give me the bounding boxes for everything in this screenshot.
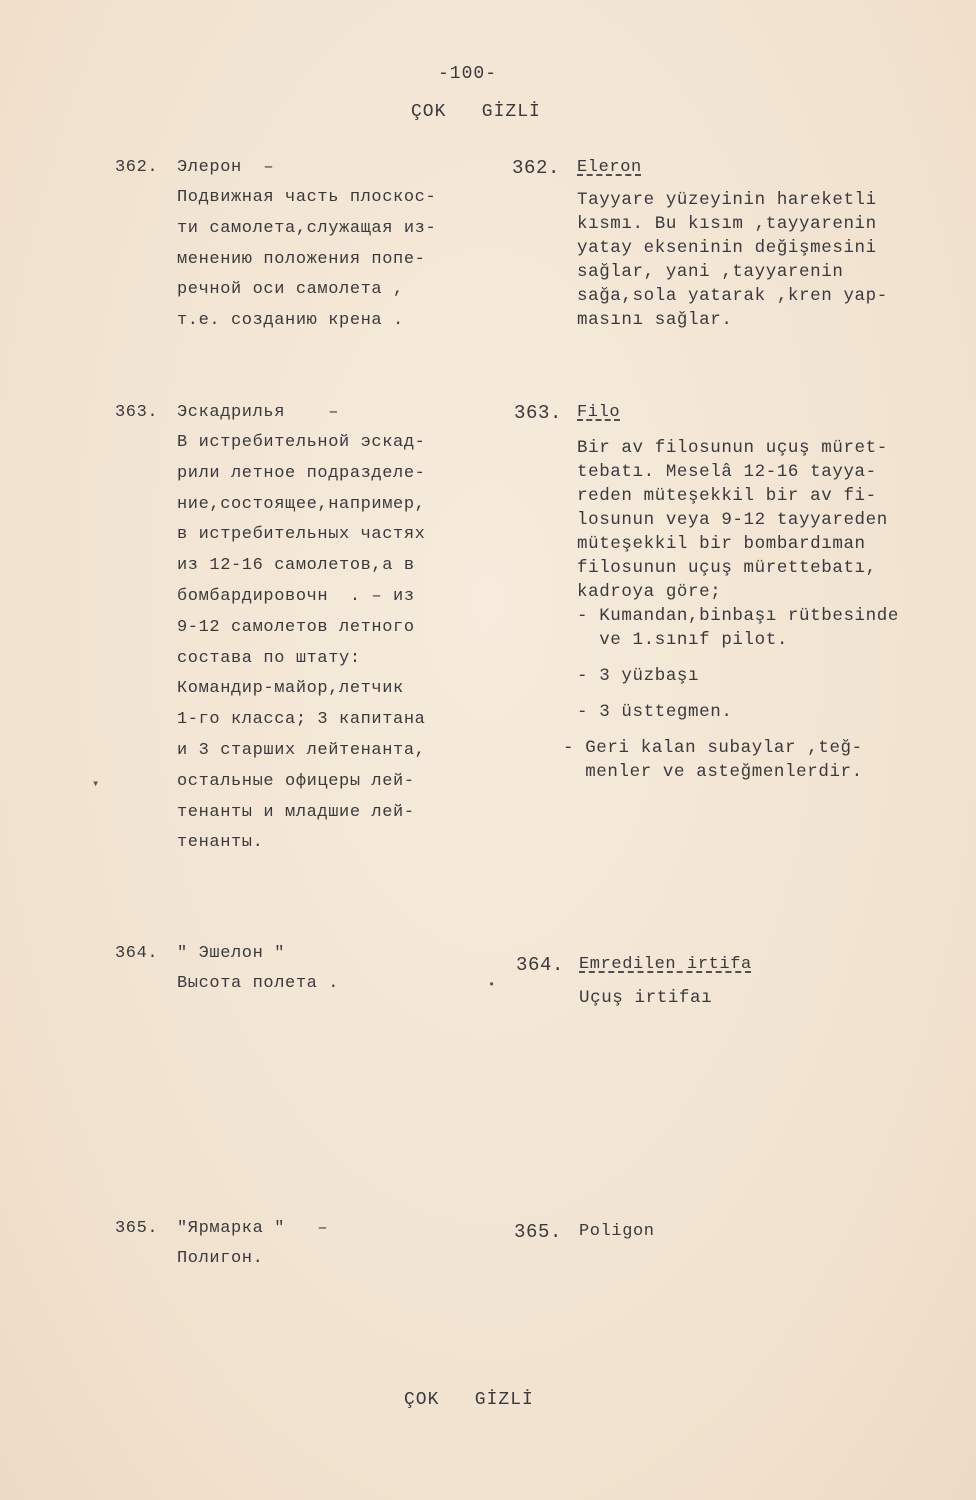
stray-mark: ▾ [92, 777, 100, 791]
ru-term: " Эшелон " [177, 944, 286, 963]
ru-entry-number: 364. [115, 944, 159, 963]
tr-entry-number: 364. [516, 954, 565, 976]
tr-term: Poligon [579, 1222, 655, 1241]
tr-bullet-item: - Geri kalan subaylar ,teğ- menler ve asteğmenlerdir. [563, 738, 863, 782]
tr-term: Emredilen irtifa [579, 955, 752, 974]
ru-entry-number: 362. [115, 158, 159, 177]
classification-footer: ÇOK GİZLİ [404, 1390, 534, 1410]
tr-term: Filo [577, 403, 621, 422]
ru-term: "Ярмарка " – [177, 1219, 329, 1238]
ru-entry-number: 363. [115, 403, 159, 422]
tr-entry-number: 362. [512, 157, 561, 179]
ru-term: Эскадрилья – [177, 403, 340, 422]
page-number: -100- [438, 64, 498, 84]
tr-entry-number: 363. [514, 402, 563, 424]
tr-definition: Bir av filosunun uçuş müret- tebatı. Meselâ 12-16 tayya- reden müteşekkil bir av fi- losunun veya 9-12 tayyareden müteşekkil bir bombardıman filosunun uçuş mürettebatı, kadroya göre; [577, 438, 888, 602]
tr-definition: Tayyare yüzeyinin hareketli kısmı. Bu kısım ,tayyarenin yatay ekseninin değişmesini sağlar, yani ,tayyarenin sağa,sola yatarak ,kren yap- masını sağlar. [577, 190, 888, 330]
tr-bullet-item: - 3 yüzbaşı [577, 666, 700, 686]
tr-bullet-item: - 3 üsttegmen. [577, 702, 733, 722]
ru-definition: В истребительной эскад- рили летное подразделе- ние,состоящее,например, в истребительных частях из 12-16 самолетов,а в бомбардировочн . – из 9-12 самолетов летного состава по штату: Командир-майор,летчик 1-го класса; 3 капитана и 3 старших лейтенанта, остальные офицеры лей- тенанты и младшие лей- тенанты. [177, 433, 426, 853]
stray-mark: • [488, 978, 496, 992]
ru-definition: Высота полета . [177, 974, 340, 993]
ru-term: Элерон – [177, 158, 275, 177]
ru-definition: Подвижная часть плоскос- ти самолета,служащая из- менению положения попе- речной оси самолета , т.е. созданию крена . [177, 188, 437, 331]
tr-entry-number: 365. [514, 1221, 563, 1243]
tr-term: Eleron [577, 158, 642, 177]
tr-definition: Uçuş irtifaı [579, 988, 713, 1008]
tr-bullet-item: - Kumandan,binbaşı rütbesinde ve 1.sınıf pilot. [577, 606, 899, 650]
ru-entry-number: 365. [115, 1219, 159, 1238]
classification-header: ÇOK GİZLİ [411, 102, 541, 122]
ru-definition: Полигон. [177, 1249, 264, 1268]
